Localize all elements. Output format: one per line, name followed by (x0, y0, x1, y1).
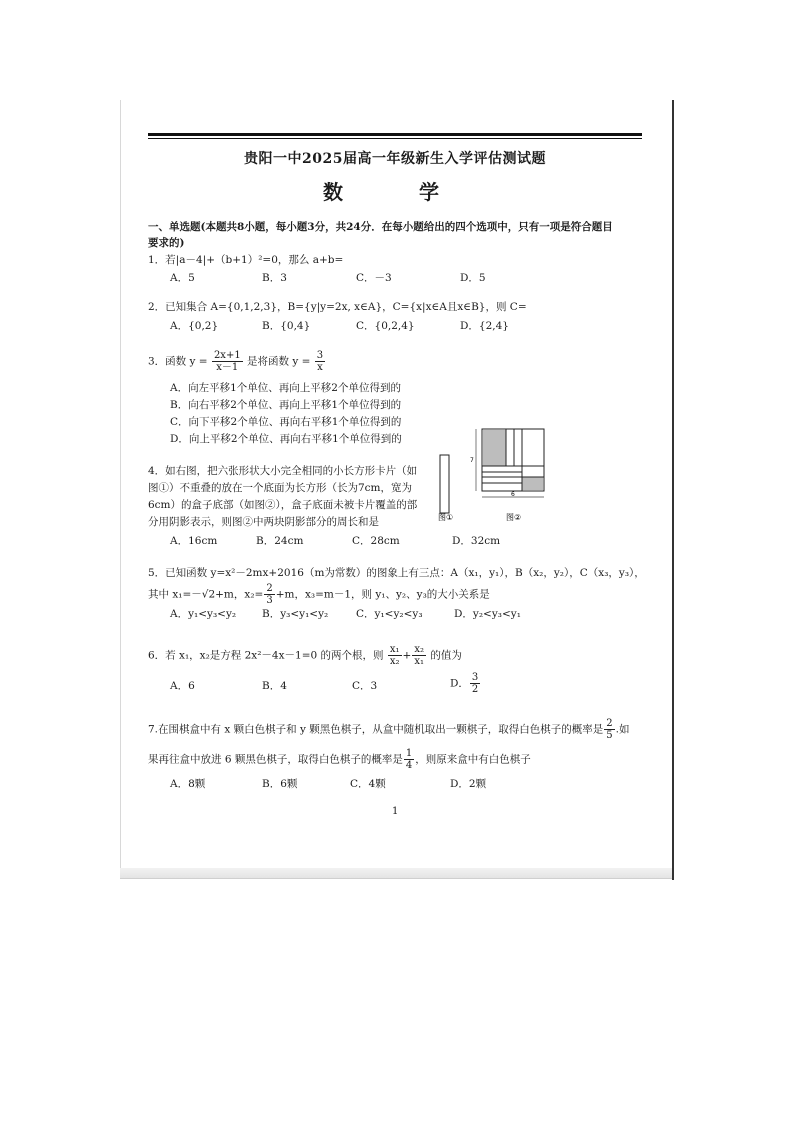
figure-2-shade-top-left (483, 430, 506, 466)
question-4-figure (436, 425, 558, 521)
question-6-option-d (450, 672, 481, 695)
question-3-fraction-2-denominator: x (317, 362, 323, 373)
question-5-fraction (264, 583, 274, 606)
question-5-line-2-a: 其中 x₁=－√2+m，x₂= (148, 588, 264, 601)
header-rule-thick (148, 133, 642, 136)
question-7-fraction-1-numerator: 2 (606, 718, 613, 729)
question-7-option-d: D．2颗 (450, 778, 487, 790)
question-5-option-c: C．y₁<y₂<y₃ (356, 608, 423, 620)
question-7-line-2-a: 果再往盒中放进 6 颗黑色棋子，取得白色棋子的概率是 (148, 753, 403, 766)
question-6-stem-a: 6．若 x₁，x₂是方程 2x²－4x－1=0 的两个根，则 (148, 649, 384, 662)
question-1-option-d: D．5 (460, 272, 486, 284)
question-6-fraction-1-numerator: x₁ (389, 644, 400, 655)
header-rule-thin (148, 138, 642, 139)
question-6-stem-b: 的值为 (430, 649, 462, 662)
question-4-line-4: 分用阴影表示，则图②中两块阴影部分的周长和是 (148, 516, 379, 528)
question-5-line-2 (148, 583, 490, 606)
question-7-line-1 (148, 718, 629, 741)
question-3-stem (148, 350, 326, 373)
question-7-option-c: C．4颗 (350, 778, 386, 790)
question-4-option-a: A．16cm (170, 535, 218, 547)
question-3-option-c: C．向下平移2个单位、再向右平移1个单位得到的 (170, 416, 402, 428)
question-6-option-d-numerator: 3 (471, 672, 479, 683)
question-6-option-b: B．4 (262, 680, 287, 692)
figure-1-label: 图① (438, 513, 454, 521)
question-2-option-c: C．{0,2,4} (356, 320, 415, 332)
question-3-fraction-1-denominator: x－1 (216, 362, 239, 373)
question-4-line-2: 图①）不重叠的放在一个底面为长方形（长为7cm，宽为 (148, 482, 413, 494)
question-7-option-a: A．8颗 (170, 778, 206, 790)
question-1-option-a: A．5 (170, 272, 195, 284)
exam-title: 贵阳一中2025届高一年级新生入学评估测试题 (244, 151, 546, 167)
question-4-line-1: 4．如右图，把六张形状大小完全相同的小长方形卡片（如 (148, 465, 418, 477)
page-right-edge (672, 100, 674, 880)
question-4-option-b: B．24cm (256, 535, 304, 547)
question-7-line-1-b: .如 (615, 723, 630, 736)
question-2-stem: 2．已知集合 A={0,1,2,3}，B={y|y=2x, x∈A}，C={x|x∈A且x∈B}，则 C= (148, 301, 527, 313)
question-5-option-b: B．y₃<y₁<y₂ (262, 608, 329, 620)
figure-2-shade-bottom-right (522, 477, 543, 490)
question-6-fraction-1 (388, 644, 402, 667)
figure-1-card (440, 455, 449, 513)
section-heading-line2: 要求的) (148, 237, 185, 249)
question-7-line-2-b: ，则原来盒中有白色棋子 (415, 753, 531, 766)
question-3-middle: 是将函数 y = (247, 355, 311, 368)
section-heading-line1: 一、单选题(本题共8小题，每小题3分，共24分．在每小题给出的四个选项中，只有一项是符合题目 (148, 221, 613, 233)
question-6-fraction-2-denominator: x₁ (414, 656, 424, 667)
question-3-fraction-2 (315, 350, 325, 373)
question-6-option-d-fraction (470, 672, 480, 695)
question-6-fraction-2-numerator: x₂ (414, 644, 424, 655)
question-7-line-2 (148, 748, 531, 771)
question-4-option-d: D．32cm (452, 535, 501, 547)
question-5-line-1: 5．已知函数 y=x²－2mx+2016（m为常数）的图象上有三点：A（x₁，y₁），B（x₂，y₂），C（x₃，y₃）， (148, 567, 645, 579)
question-3-option-a: A．向左平移1个单位、再向上平移2个单位得到的 (170, 382, 401, 394)
question-5-line-2-b: +m，x₃=m－1，则 y₁、y₂、y₃的大小关系是 (275, 588, 490, 601)
question-3-fraction-2-numerator: 3 (316, 350, 324, 361)
question-5-option-d: D．y₂<y₃<y₁ (454, 608, 521, 620)
question-2-option-b: B．{0,4} (262, 320, 311, 332)
question-7-fraction-2-denominator: 4 (405, 760, 413, 771)
question-6-option-d-denominator: 2 (471, 684, 479, 695)
question-6-plus: + (402, 649, 412, 662)
question-7-line-1-a: 7.在围棋盒中有 x 颗白色棋子和 y 颗黑色棋子，从盒中随机取出一颗棋子，取得白色棋子的概率是 (148, 723, 604, 736)
question-3-option-b: B．向右平移2个单位、再向上平移1个单位得到的 (170, 399, 402, 411)
question-3-prefix: 3．函数 y = (148, 355, 208, 368)
question-7-fraction-2-numerator: 1 (405, 748, 413, 759)
question-6-fraction-1-denominator: x₂ (389, 656, 400, 667)
question-7-fraction-2 (404, 748, 414, 771)
question-2-option-a: A．{0,2} (170, 320, 219, 332)
question-3-fraction-1-numerator: 2x+1 (213, 350, 241, 361)
figure-2-label: 图② (506, 513, 522, 521)
question-1-option-b: B．3 (262, 272, 287, 284)
question-4-line-3: 6cm）的盒子底部（如图②），盒子底面未被卡片覆盖的部 (148, 499, 418, 511)
question-6-fraction-2 (412, 644, 426, 667)
page-left-edge (120, 100, 121, 875)
question-5-fraction-numerator: 2 (266, 583, 273, 594)
question-1-stem: 1．若|a－4|+（b+1）²=0，那么 a+b= (148, 254, 344, 266)
question-3-option-d: D．向上平移2个单位、再向右平移1个单位得到的 (170, 433, 402, 445)
question-1-option-c: C．－3 (356, 272, 392, 284)
question-4-option-c: C．28cm (352, 535, 400, 547)
question-6-option-d-prefix: D． (450, 677, 469, 690)
question-6-option-c: C．3 (352, 680, 378, 692)
question-6-option-a: A．6 (170, 680, 195, 692)
question-7-option-b: B．6颗 (262, 778, 298, 790)
question-6-stem (148, 644, 462, 667)
question-7-fraction-1-denominator: 5 (606, 730, 613, 741)
question-7-fraction-1 (604, 718, 614, 741)
question-3-fraction-1 (212, 350, 243, 373)
figure-2-dim-width: 6 (511, 491, 515, 498)
question-2-option-d: D．{2,4} (460, 320, 509, 332)
subject-title: 数 学 (323, 180, 467, 204)
question-5-option-a: A．y₁<y₃<y₂ (170, 608, 237, 620)
page-number: 1 (392, 806, 399, 817)
question-5-fraction-denominator: 3 (266, 595, 273, 606)
page-bottom-edge (120, 868, 672, 879)
figure-2-dim-height: 7 (470, 457, 474, 464)
